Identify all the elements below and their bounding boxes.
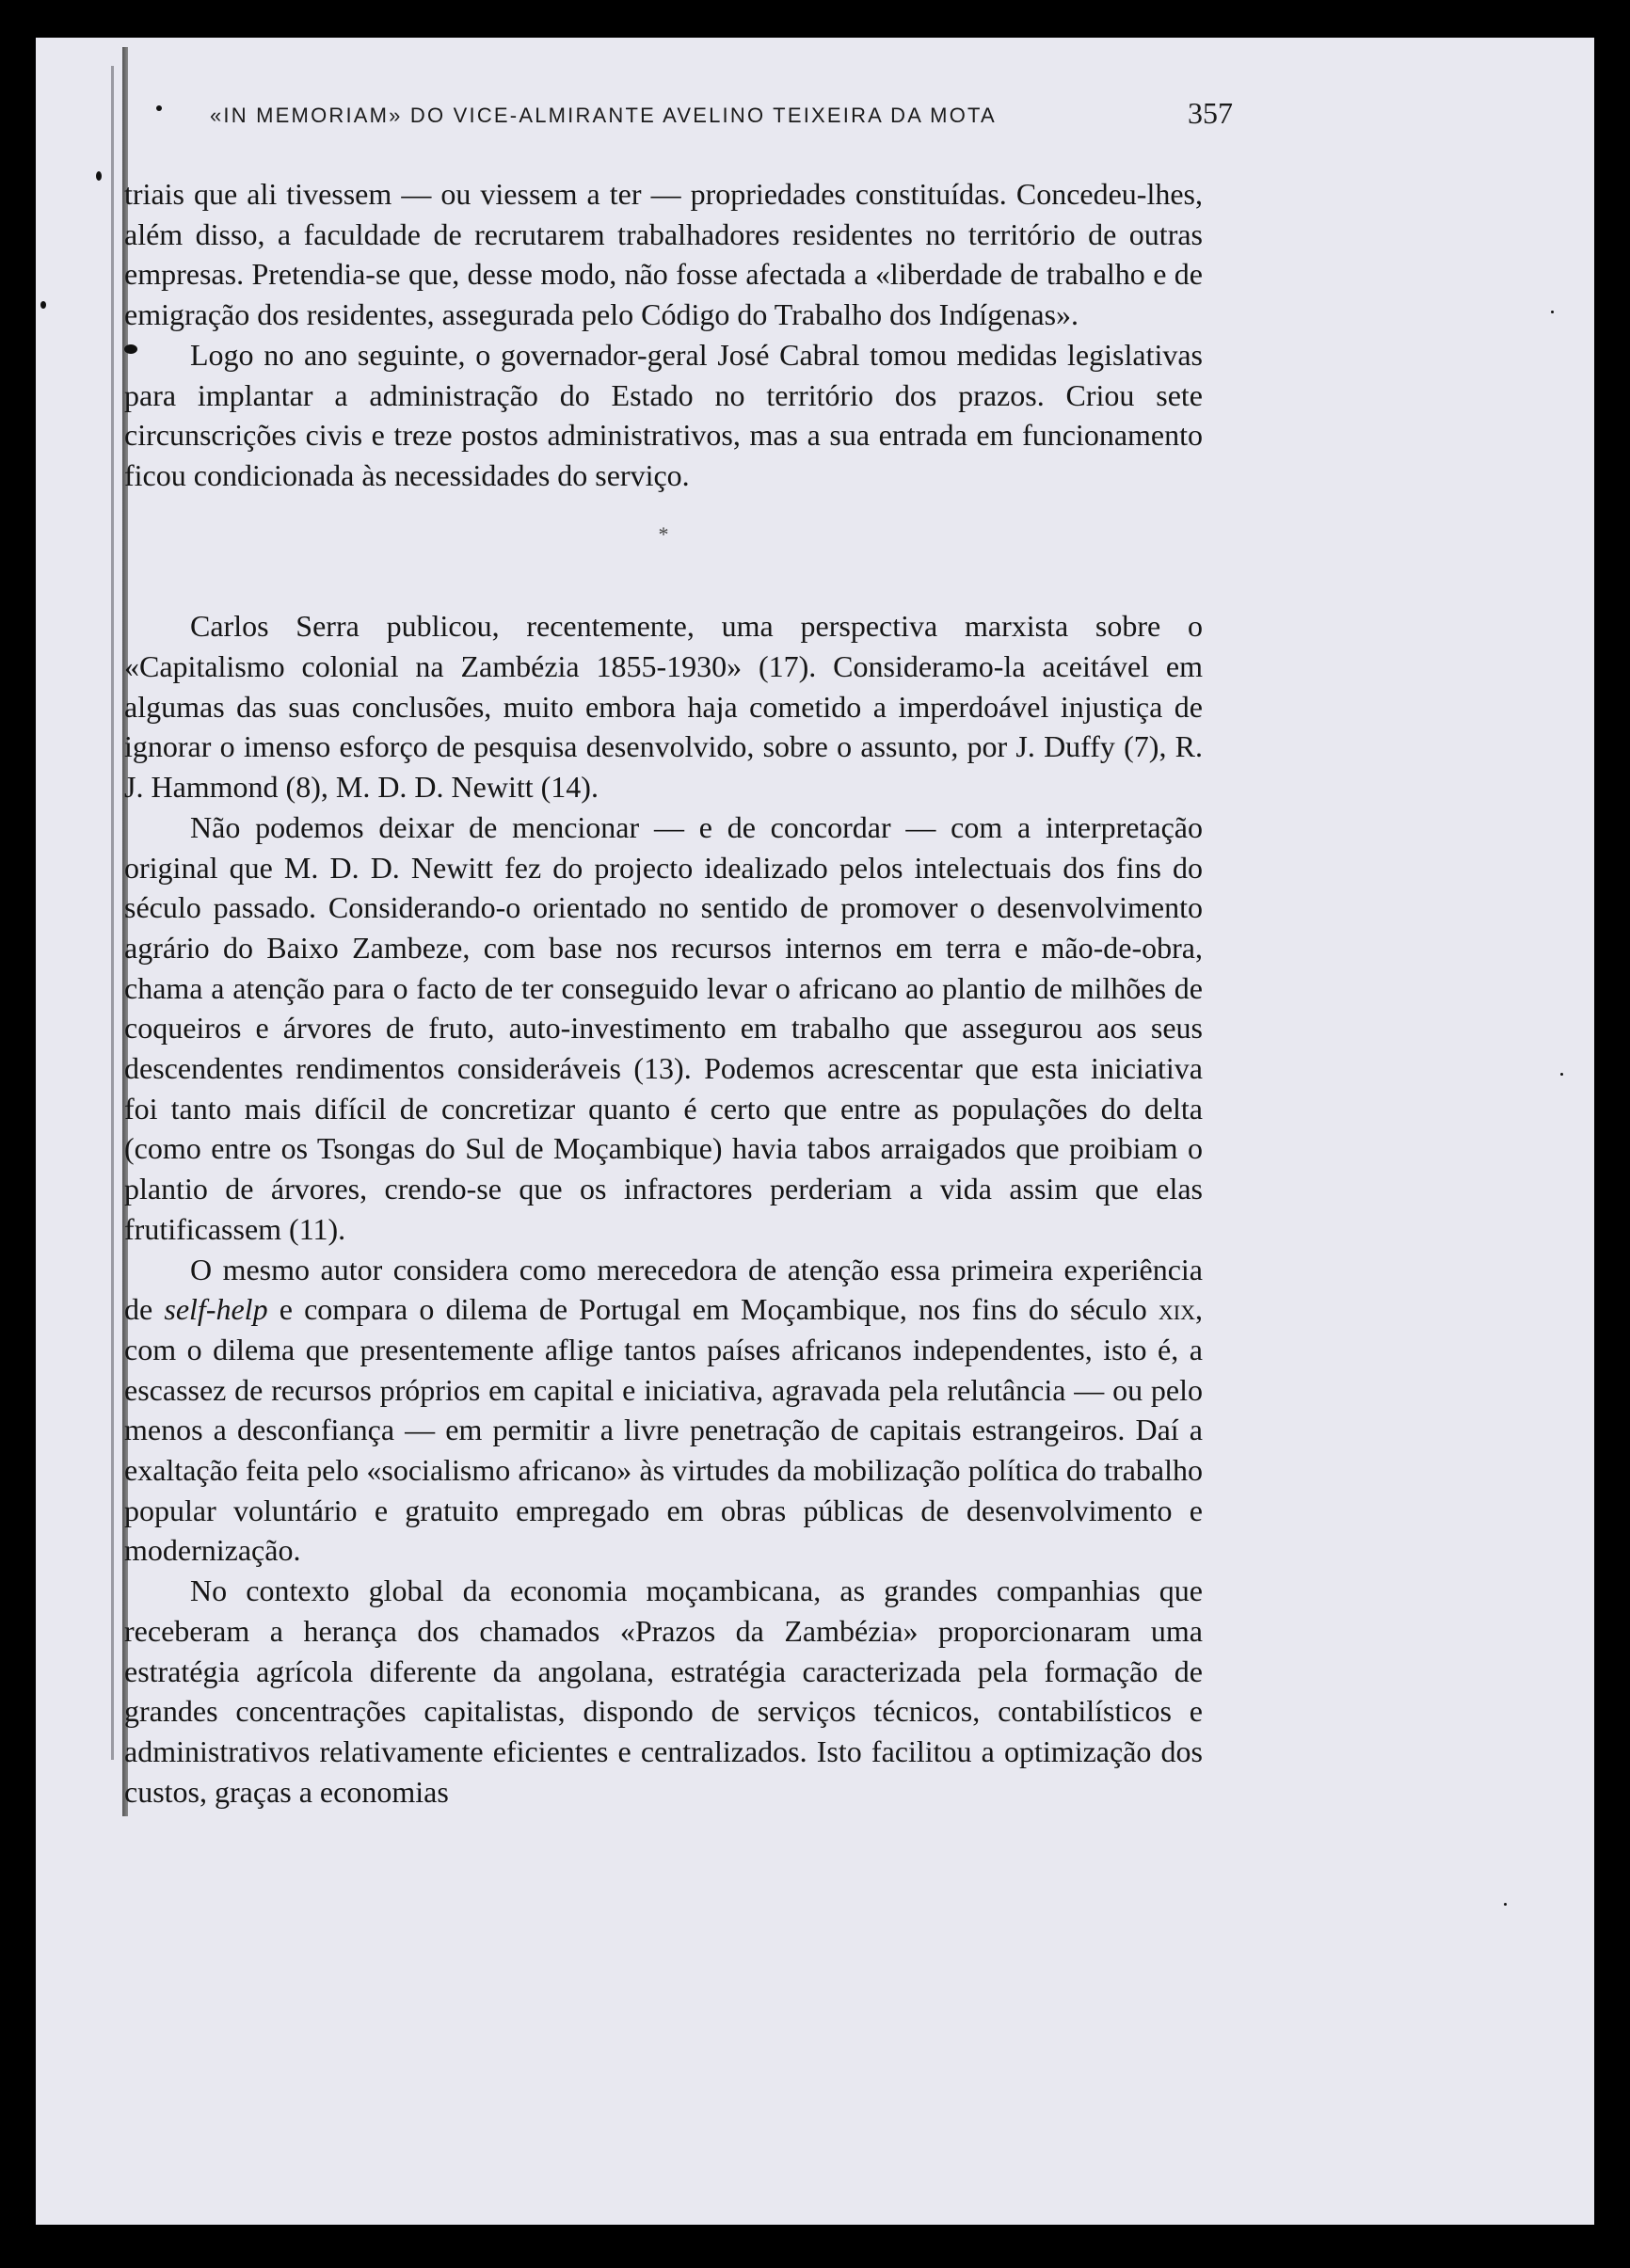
section-separator: *	[658, 521, 669, 546]
paragraph: Logo no ano seguinte, o governador-geral José Cabral tomou medidas legislativas para implantar a administração do Estado no território dos prazos. Criou sete circunscrições civis e treze postos administrativos, mas a sua entrada em funcionamento ficou condicionada às necessidades do serviço.	[124, 337, 1203, 492]
scan-speck	[96, 171, 102, 181]
italic-term: self-help	[164, 1292, 268, 1327]
paragraph-text: e compara o dilema de Portugal em Moçambique, nos fins do século	[267, 1292, 1159, 1327]
scan-speck	[156, 105, 162, 111]
scan-speck	[1504, 1903, 1507, 1906]
paragraph-text: , com o dilema que presentemente aflige tantos países africanos independentes, isto é, a escassez de recursos próprios em capital e iniciativa, agravada pela relutância — ou pelo menos a desconfiança — em permitir a livre penetração de capitais estrangeiros. Daí a exaltação feita pelo «socialismo africano» às virtudes da mobilização política do trabalho popular voluntário e gratuito empregado em obras públicas de desenvolvimento e modernização.	[124, 1292, 1204, 1568]
page-number: 357	[1188, 96, 1233, 130]
paragraph: Carlos Serra publicou, recentemente, uma perspectiva marxista sobre o «Capitalismo colonial na Zambézia 1855-1930» (17). Consideramo-la aceitável em algumas das suas conclusões, muito embora haja cometido a imperdoável injustiça de ignorar o imenso esforço de pesquisa desenvolvido, sobre o assunto, por J. Duffy (7), R. J. Hammond (8), M. D. D. Newitt (14).	[124, 609, 1203, 805]
scan-speck	[1560, 1073, 1563, 1076]
paragraph	[124, 1250, 1203, 1572]
paragraph: No contexto global da economia moçambicana, as grandes companhias que receberam a herança dos chamados «Prazos da Zambézia» proporcionaram uma estratégia agrícola diferente da angolana, estratégia caracterizada pela formação de grandes concentrações capitalistas, dispondo de serviços técnicos, contabilísticos e administrativos relativamente eficientes e centralizados. Isto facilitou a optimização dos custos, graças a economias	[124, 1573, 1203, 1809]
paragraph: Não podemos deixar de mencionar — e de concordar — com a interpretação original que M. D. D. Newitt fez do projecto idealizado pelos intelectuais dos fins do século passado. Considerando-o orientado no sentido de promover o desenvolvimento agrário do Baixo Zambeze, com base nos recursos internos em terra e mão-de-obra, chama a atenção para o facto de ter conseguido levar o africano ao plantio de milhões de coqueiros e árvores de fruto, auto-investimento em trabalho que assegurou aos seus descendentes rendimentos consideráveis (13). Podemos acrescentar que esta iniciativa foi tanto mais difícil de concretizar quanto é certo que entre as populações do delta (como entre os Tsongas do Sul de Moçambique) havia tabos arraigados que proibiam o plantio de árvores, crendo-se que os infractores perderiam a vida assim que elas frutificassem (11).	[124, 809, 1203, 1246]
running-title: «IN MEMORIAM» DO VICE-ALMIRANTE AVELINO TEIXEIRA DA MOTA	[210, 104, 997, 127]
paragraph-text: O mesmo autor considera como merecedora de atenção essa primeira experiência de	[124, 1252, 1203, 1327]
binding-shadow	[111, 66, 114, 1760]
body-text	[124, 174, 1203, 1812]
scan-speck	[1551, 311, 1554, 313]
scan-speck	[40, 301, 46, 309]
century-numeral: xix	[1158, 1292, 1196, 1327]
paragraph: triais que ali tivessem — ou viessem a ter — propriedades constituídas. Concedeu-lhes, além disso, a faculdade de recrutarem trabalhadores residentes no território de outras empresas. Pretendia-se que, desse modo, não fosse afectada a «liberdade de trabalho e de emigração dos residentes, assegurada pelo Código do Trabalho dos Indígenas».	[124, 177, 1203, 332]
running-head	[193, 96, 1233, 134]
